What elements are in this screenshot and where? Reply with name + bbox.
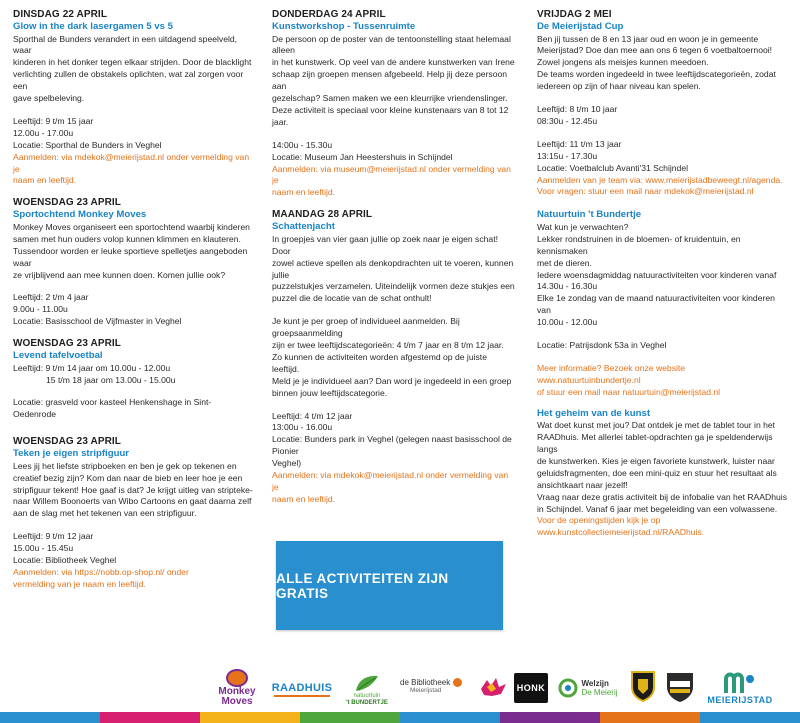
event-title: Natuurtuin 't Bundertje	[537, 209, 642, 221]
logo-text: de Bibliotheek	[400, 678, 451, 687]
event-lasergamen	[13, 8, 253, 187]
raadhuis-link[interactable]: www.kunstcollectiemeierijstad.nl/RAADhuis.	[537, 527, 705, 538]
event-age: Leeftijd: 9 t/m 12 jaar	[13, 531, 94, 542]
leaf-icon	[352, 673, 382, 693]
event-location: Locatie: Bunders park in Veghel (gelegen naast basisschool de Pionier	[272, 434, 512, 457]
soccer-shield-icon	[664, 669, 696, 703]
event-time: 08:30u - 12.45u	[537, 115, 598, 126]
event-registration: vermelding van je naam en leeftijd.	[13, 578, 146, 589]
event-tafelvoetbal	[13, 337, 253, 421]
desc-line: Iedere woensdagmiddag natuuractiviteiten voor kinderen vanaf	[537, 269, 777, 280]
desc-line: ze vrijblijvend aan mee kunnen doen. Komen jullie ook?	[13, 269, 226, 280]
desc-line: Monkey Moves organiseert een sportochtend waarbij kinderen	[13, 221, 250, 232]
decorative-color-stripe	[0, 712, 800, 723]
event-meierijstad-cup	[537, 8, 787, 198]
event-registration[interactable]: Aanmelden: via https://nobb.op-shop.nl/ onder	[13, 567, 189, 577]
event-time: 9.00u - 11.00u	[13, 304, 68, 315]
desc-line: Lees jij het liefste stripboeken en ben je gek op tekenen en	[13, 460, 237, 471]
splash-logo	[478, 675, 508, 699]
event-kunstworkshop	[272, 8, 516, 199]
event-age: 15 t/m 18 jaar om 13.00u - 15.00u	[46, 374, 176, 385]
desc-line: met de dieren.	[537, 257, 592, 268]
raadhuis-logo	[272, 681, 332, 697]
event-location: Locatie: Museum Jan Heestershuis in Schijndel	[272, 151, 453, 162]
event-age: Leeftijd: 8 t/m 10 jaar	[537, 104, 618, 115]
desc-line: RAADhuis. Met allerlei tablet-opdrachten ga je speldenderwijs langs	[537, 432, 773, 454]
welzijn-circle-icon	[558, 678, 578, 698]
desc-line: in het kunstwerk. Op veel van de andere kunstwerken van Irene	[272, 57, 515, 68]
column-2	[272, 8, 516, 515]
desc-line: schaap zijn groepen mensen afgebeeld. Help jij deze persoon aan	[272, 69, 508, 92]
event-day: WOENSDAG 23 APRIL	[13, 436, 122, 448]
email-link[interactable]: of stuur een mail naar natuurtuin@meierijstad.nl	[537, 386, 721, 397]
desc-line: creatief bezig zijn? Kom dan naar de bieb en leer hoe je een	[13, 472, 243, 483]
logo-text: 't BUNDERTJE	[346, 700, 388, 706]
event-day: WOENSDAG 23 APRIL	[13, 197, 122, 209]
event-time: 15.00u - 15.45u	[13, 543, 74, 554]
desc-line: zowel actieve spellen als denkopdrachten uit te voeren, kunnen jullie	[272, 257, 514, 280]
logo-text: Welzijn	[581, 679, 609, 688]
desc-line: 10.00u - 12.00u	[537, 317, 598, 328]
logo-text: Meierijstad	[410, 687, 442, 694]
free-activities-banner: ALLE ACTIVITEITEN ZIJN GRATIS	[276, 541, 503, 630]
desc-line: verlichting zullen de obstakels oplichten, wat zal zorgen voor een	[13, 69, 244, 92]
event-geheim-kunst	[537, 408, 787, 540]
event-registration: naam en leeftijd.	[272, 187, 336, 198]
event-registration[interactable]: Aanmelden: via mdekok@meierijstad.nl onder vermelding van je	[13, 151, 250, 174]
event-day: DONDERDAG 24 APRIL	[272, 9, 386, 20]
welzijn-meierij-logo	[554, 673, 622, 703]
sponsor-logo-bar	[200, 661, 800, 711]
event-age: Leeftijd: 2 t/m 4 jaar	[13, 292, 89, 303]
event-registration[interactable]: Aanmelden: via mdekok@meierijstad.nl onder vermelding van je	[272, 470, 509, 492]
event-age: Leeftijd: 9 t/m 14 jaar om 10.00u - 12.00u	[13, 362, 171, 373]
event-title: Levend tafelvoetbal	[13, 350, 103, 362]
event-day: MAANDAG 28 APRIL	[272, 209, 373, 221]
logo-text: RAADHUIS	[271, 681, 333, 694]
desc-line: Meld je je individueel aan? Dan word je ingedeeld in een groep	[272, 375, 512, 386]
event-title: Kunstworkshop - Tussenruimte	[272, 21, 416, 32]
logo-text: Moves	[221, 696, 253, 707]
event-title: De Meierijstad Cup	[537, 21, 624, 32]
questions-email-link[interactable]: Voor vragen: stuur een mail naar mdekok@meierijstad.nl	[537, 186, 754, 197]
desc-line: puzzel die de locatie van de schat onthult!	[272, 293, 432, 304]
event-day: VRIJDAG 2 MEI	[537, 9, 612, 20]
desc-line: in Schijndel. Vanaf 6 jaar met begeleiding van een volwassene.	[537, 503, 778, 514]
desc-line: puzzelstukjes verzamelen. Uiteindelijk vormen deze stukjes een	[272, 281, 515, 292]
desc-line: Elke 1e zondag van de maand natuuractiviteiten voor kinderen van	[537, 293, 775, 316]
event-time: 14:00u - 15.30u	[272, 139, 333, 150]
desc-line: Vraag naar deze gratis activiteit bij de infobalie van het RAADhuis	[537, 491, 787, 502]
event-day: WOENSDAG 23 APRIL	[13, 338, 122, 350]
logo-text: De Meierij	[581, 688, 618, 697]
desc-line: De persoon op de poster van de tentoonstelling staat helemaal alleen	[272, 33, 511, 56]
event-monkey-moves	[13, 196, 253, 328]
logo-text: MEIERIJSTAD	[707, 695, 773, 705]
meierijstad-logo	[700, 667, 780, 709]
event-location: Locatie: Patrijsdonk 53a in Veghel	[537, 340, 667, 351]
desc-line: gave spelbeleving.	[13, 93, 85, 104]
desc-line: Lekker rondstruinen in de bloemen- of kruidentuin, en kennismaken	[537, 233, 741, 256]
desc-line: ansichtkaart naar jezelf!	[537, 479, 628, 490]
natuurtuin-bundertje-logo	[338, 669, 396, 711]
desc-line: Zowel jongens als meisjes kunnen meedoen.	[537, 57, 709, 68]
desc-line: iedereen op zijn of haar niveau kan spelen.	[537, 81, 701, 92]
event-location: Locatie: Bibliotheek Veghel	[13, 555, 117, 566]
desc-line: aan de slag met het tekenen van een stripfiguur.	[13, 508, 197, 519]
event-title: Sportochtend Monkey Moves	[13, 209, 147, 221]
logo-text: HONK	[516, 683, 546, 693]
desc-line: stripfiguur tekent! Hoe gaaf is dat? Je krijgt uitleg van stripteke-	[13, 484, 253, 495]
desc-line: Tussendoor worden er leuke sportieve spelletjes aangeboden waar	[13, 245, 248, 268]
monkey-icon	[226, 669, 248, 687]
team-registration-link[interactable]: Aanmelden van je team via: www.meierijstadbeweegt.nl/agenda.	[537, 174, 783, 185]
event-title: Het geheim van de kunst	[537, 407, 651, 419]
desc-line: kinderen in het donker tegen elkaar strijden. Door de blacklight	[13, 57, 252, 68]
event-title: Glow in the dark lasergamen 5 vs 5	[13, 21, 173, 32]
desc-line: naar Willem Boonoerts van Wibo Cartoons en gaat daarna zelf	[13, 496, 252, 507]
desc-line: Wat kun je verwachten?	[537, 221, 629, 232]
desc-line: gezelschap? Samen maken we een kleurrijke vriendenslinger.	[272, 93, 508, 104]
event-location: Veghel)	[272, 458, 302, 469]
column-3	[537, 8, 787, 548]
desc-line: Sporthal de Bunders verandert in een uitdagend speelveld, waar	[13, 33, 238, 56]
event-age: Leeftijd: 11 t/m 13 jaar	[537, 138, 622, 149]
bibliotheek-logo	[400, 671, 474, 701]
event-time: 13:00u - 16.00u	[272, 422, 333, 433]
honk-logo	[514, 673, 548, 703]
event-title: Schattenjacht	[272, 221, 335, 233]
desc-line: samen met hun ouders volop kunnen klimmen en klauteren.	[13, 233, 241, 244]
event-location: Locatie: grasveld voor kasteel Henkenshage in Sint-Oedenrode	[13, 397, 212, 420]
splash-icon	[478, 675, 508, 699]
opening-hours-text: Voor de openingstijden kijk je op	[537, 515, 661, 526]
desc-line: zijn er twee leeftijdscategorieën: 4 t/m 7 jaar en 8 t/m 12 jaar.	[272, 340, 504, 351]
soccer-club-logo	[664, 669, 696, 703]
event-registration[interactable]: Aanmelden: via museum@meierijstad.nl onder vermelding van je	[272, 163, 511, 186]
event-natuurtuin	[537, 209, 787, 398]
event-stripfiguur	[13, 435, 253, 591]
desc-line: Je kunt je per groep of individueel aanmelden. Bij groepsaanmelding	[272, 316, 460, 339]
event-location: Locatie: Basisschool de Vijfmaster in Veghel	[13, 316, 182, 327]
event-schattenjacht	[272, 208, 516, 506]
event-time: 12.00u - 17.00u	[13, 127, 74, 138]
bibliotheek-mark-icon	[453, 678, 462, 687]
event-day: DINSDAG 22 APRIL	[13, 9, 108, 20]
logo-text: Monkey	[218, 686, 256, 697]
desc-line: Deze activiteit is speciaal voor kleine kunstenaars van 8 tot 12 jaar.	[272, 104, 509, 127]
event-registration: naam en leeftijd.	[13, 175, 77, 186]
desc-line: binnen jouw leeftijdscategorie.	[272, 387, 388, 398]
desc-line: Ben jij tussen de 8 en 13 jaar oud en woon je in gemeente	[537, 33, 759, 44]
desc-line: Wat doet kunst met jou? Dat ontdek je met de tablet tour in het	[537, 420, 776, 431]
desc-line: In groepjes van vier gaan jullie op zoek naar je eigen schat! Door	[272, 233, 498, 256]
desc-line: geluidsfragmenten, doe een mini-quiz en stuur het resultaat als	[537, 467, 777, 478]
monkey-moves-logo	[212, 665, 262, 711]
column-1	[13, 8, 253, 600]
event-age: Leeftijd: 9 t/m 15 jaar	[13, 115, 94, 126]
desc-line: 14.30u - 16.30u	[537, 281, 598, 292]
shield-icon	[630, 669, 656, 703]
event-location: Locatie: Sporthal de Bunders in Veghel	[13, 139, 162, 150]
event-time: 13:15u - 17.30u	[537, 150, 598, 161]
desc-line: Zo kunnen de activiteiten worden afgestemd op de juiste leeftijd.	[272, 351, 487, 374]
website-link[interactable]: Meer informatie? Bezoek onze website www.natuurtuinbundertje.nl	[537, 362, 686, 385]
club-badge-logo	[630, 669, 656, 703]
desc-line: De teams worden ingedeeld in twee leeftijdscategorieën, zodat	[537, 69, 776, 80]
logo-text: natuurtuin	[353, 693, 381, 699]
event-title: Teken je eigen stripfiguur	[13, 448, 130, 460]
desc-line: de kunstwerken. Kies je eigen favoriete kunstwerk, luister naar	[537, 455, 775, 466]
event-registration: naam en leeftijd.	[272, 493, 336, 504]
event-age: Leeftijd: 4 t/m 12 jaar	[272, 410, 353, 421]
meierijstad-m-icon	[724, 671, 756, 695]
event-location: Locatie: Voetbalclub Avanti'31 Schijndel	[537, 162, 689, 173]
desc-line: Meierijstad? Doe dan mee aan ons 6 tegen 6 voetbaltoernooi!	[537, 45, 773, 56]
